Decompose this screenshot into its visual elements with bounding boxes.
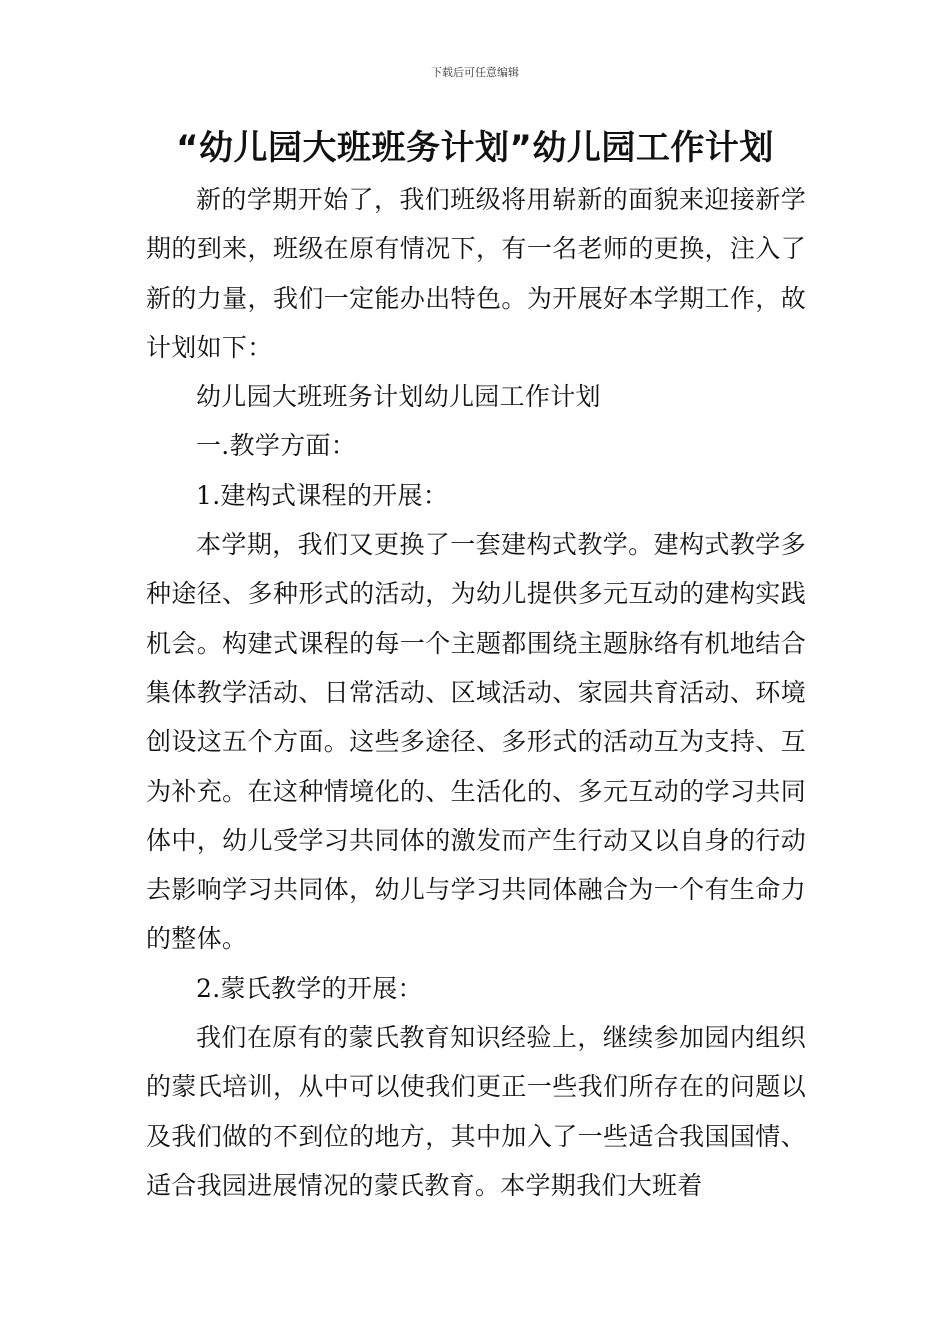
montessori-paragraph: 我们在原有的蒙氏教育知识经验上，继续参加园内组织的蒙氏培训，从中可以使我们更正一些我们所存在的问题以及我们做的不到位的地方，其中加入了一些适合我国国情、适合我园进展情况的蒙氏教育。本学期我们大班着 — [146, 1023, 806, 1200]
subtitle-paragraph: 幼儿园大班班务计划幼儿园工作计划 — [196, 382, 601, 412]
document-body — [146, 175, 806, 1210]
intro-paragraph: 新的学期开始了，我们班级将用崭新的面貌来迎接新学期的到来，班级在原有情况下，有一名老师的更换，注入了新的力量，我们一定能办出特色。为开展好本学期工作，故计划如下： — [146, 185, 806, 362]
subsection-heading-constructive: 1.建构式课程的开展： — [196, 480, 449, 510]
document-title: “幼儿园大班班务计划”幼儿园工作计划 — [176, 128, 774, 168]
constructive-paragraph: 本学期，我们又更换了一套建构式教学。建构式教学多种途径、多种形式的活动，为幼儿提供多元互动的建构实践机会。构建式课程的每一个主题都围绕主题脉络有机地结合集体教学活动、日常活动、区域活动、家园共育活动、环境创设这五个方面。这些多途径、多形式的活动互为支持、互为补充。在这种情境化的、生活化的、多元互动的学习共同体中，幼儿受学习共同体的激发而产生行动又以自身的行动去影响学习共同体，幼儿与学习共同体融合为一个有生命力的整体。 — [146, 530, 806, 954]
section-heading-teaching: 一.教学方面： — [196, 431, 357, 461]
header-note: 下载后可任意编辑 — [431, 66, 519, 79]
subsection-heading-montessori: 2.蒙氏教学的开展： — [196, 973, 423, 1003]
